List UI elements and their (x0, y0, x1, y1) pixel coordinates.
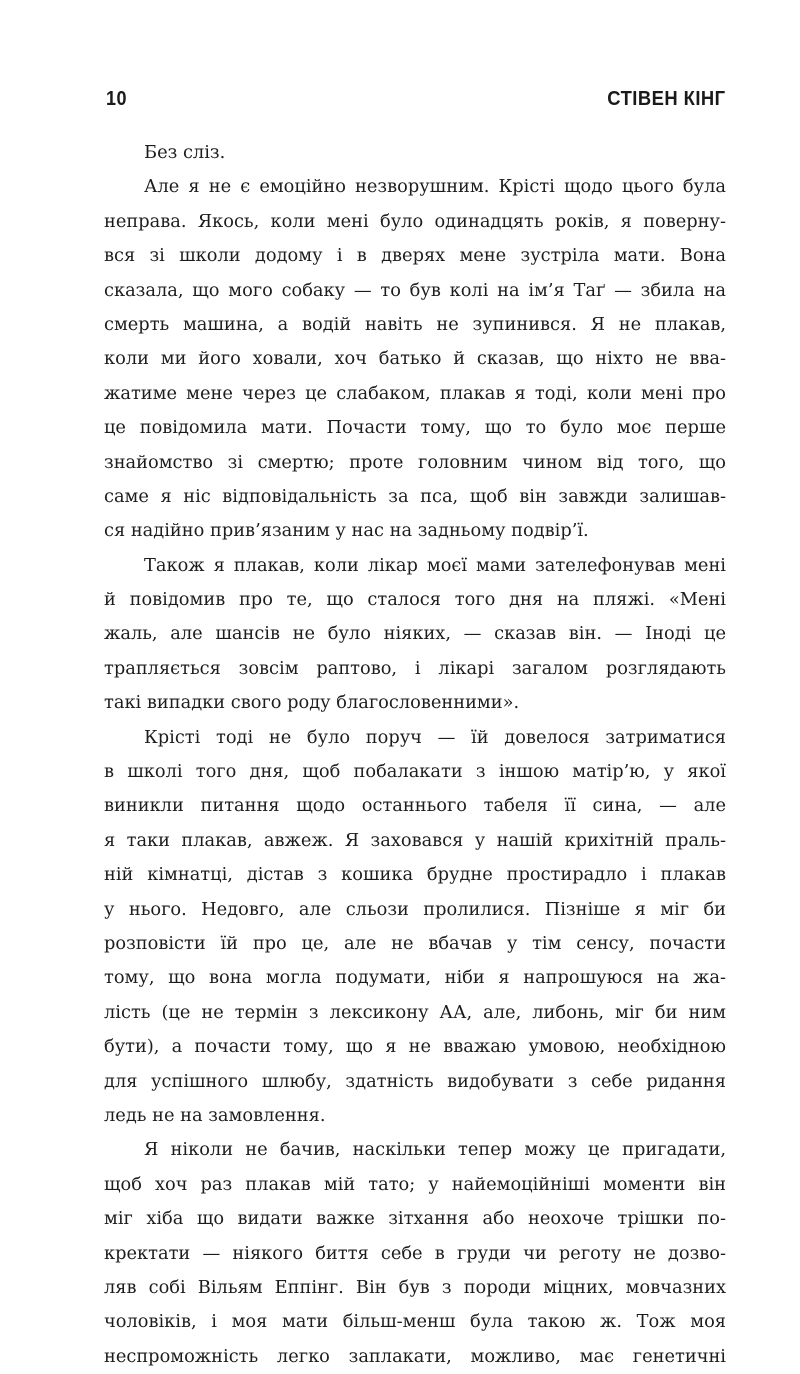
text-line: сказала, що мого собаку — то був колі на ім’я Таґ — збила на (104, 279, 726, 301)
text-line: виникли питання щодо останнього табеля її сина, — але (104, 795, 726, 817)
text-line: жаль, але шансів не було ніяких, — сказав він. — Іноді це (104, 623, 726, 645)
text-line: трапляється зовсім раптово, і лікарі загалом розглядають (104, 657, 726, 679)
paragraph (104, 549, 726, 721)
text-line: й повідомив про те, що сталося того дня на пляжі. «Мені (104, 589, 726, 611)
paragraph (104, 136, 726, 170)
text-line: тому, що вона могла подумати, ніби я напрошуюся на жа- (104, 967, 726, 989)
text-line: Я ніколи не бачив, наскільки тепер можу це пригадати, (144, 1139, 726, 1161)
text-line: чоловіків, і моя мати більш-менш була такою ж. Тож моя (104, 1311, 726, 1333)
text-line: неспроможність легко заплакати, можливо, має генетичні (104, 1345, 726, 1367)
text-line: жатиме мене через це слабаком, плакав я тоді, коли мені про (104, 382, 726, 404)
text-line: у нього. Недовго, але сльози пролилися. Пізніше я міг би (104, 898, 726, 920)
paragraph (104, 721, 726, 1134)
text-line: неправа. Якось, коли мені було одинадцять років, я поверну- (104, 210, 726, 232)
text-line: розповісти їй про це, але не вбачав у тім сенсу, почасти (104, 932, 726, 954)
text-line: міг хіба що видати важке зітхання або неохоче трішки по- (104, 1208, 726, 1230)
text-line: вся зі школи додому і в дверях мене зустріла мати. Вона (104, 245, 726, 267)
body-text (104, 136, 726, 1374)
running-title: СТІВЕН КІНГ (607, 87, 726, 110)
page-number: 10 (106, 87, 127, 110)
text-line: ній кімнатці, дістав з кошика брудне простирадло і плакав (104, 864, 726, 886)
text-line: ляв собі Вільям Еппінг. Він був з породи міцних, мовчазних (104, 1276, 726, 1298)
paragraph (104, 170, 726, 548)
text-line: ся надійно прив’язаним у нас на задньому подвір’ї. (104, 520, 589, 542)
text-line: лість (це не термін з лексикону АА, але, либонь, міг би ним (104, 1001, 726, 1023)
paragraph (104, 1133, 726, 1374)
text-line: саме я ніс відповідальність за пса, щоб він завжди залишав- (104, 485, 726, 507)
text-line: в школі того дня, щоб побалакати з іншою матір’ю, у якої (104, 761, 726, 783)
text-line: бути), а почасти тому, що я не вважаю умовою, необхідною (104, 1036, 726, 1058)
text-line: кректати — ніякого биття себе в груди чи реготу не дозво- (104, 1242, 726, 1264)
text-line: щоб хоч раз плакав мій тато; у найемоційніші моменти він (104, 1173, 726, 1195)
text-line: я таки плакав, авжеж. Я заховався у нашій крихітній праль- (104, 829, 726, 851)
text-line: смерть машина, а водій навіть не зупинився. Я не плакав, (104, 313, 726, 335)
running-header (106, 84, 726, 114)
text-line: для успішного шлюбу, здатність видобувати з себе ридання (104, 1070, 726, 1092)
text-line: Без сліз. (144, 142, 226, 163)
text-line: такі випадки свого роду благословенними». (104, 692, 520, 714)
text-line: коли ми його ховали, хоч батько й сказав, що ніхто не вва- (104, 348, 726, 370)
text-line: Також я плакав, коли лікар моєї мами зателефонував мені (144, 554, 726, 576)
text-line: Крісті тоді не було поруч — їй довелося затриматися (144, 726, 726, 748)
text-line: знайомство зі смертю; проте головним чином від того, що (104, 451, 726, 473)
text-line: ледь не на замовлення. (104, 1104, 326, 1126)
text-line: Але я не є емоційно незворушним. Крісті щодо цього була (144, 176, 726, 198)
text-line: це повідомила мати. Почасти тому, що то було моє перше (104, 417, 726, 439)
